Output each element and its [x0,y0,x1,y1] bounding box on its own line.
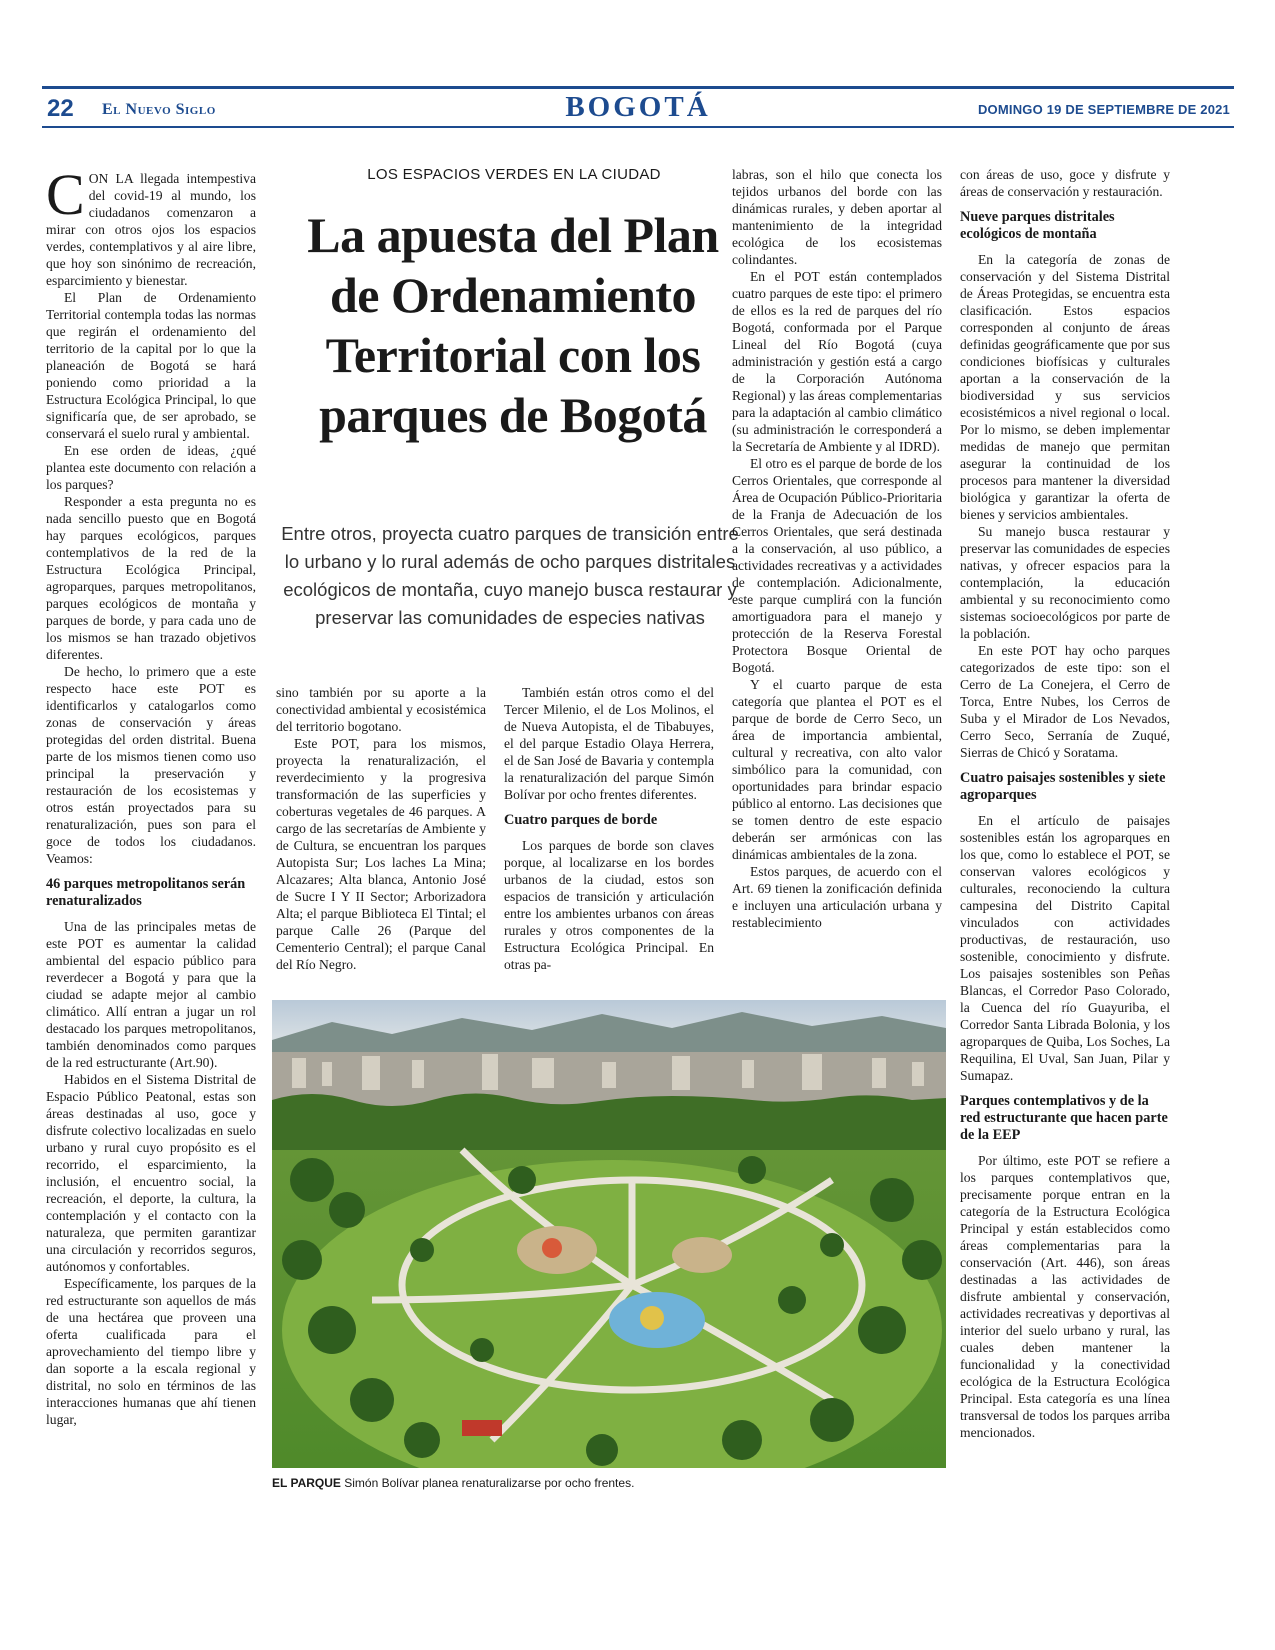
body-paragraph: El Plan de Ordenamiento Territorial contempla todas las normas que regirán el ordenamiento del territorio de la capital por lo que la planeación de Bogotá se hará poniendo como prioridad a la Estructura Ecológica Principal, lo que significaría que, de ser aprobado, se conservará el suelo rural y ambiental. [46,290,256,441]
body-paragraph: Específicamente, los parques de la red estructurante son aquellos de más de una hectárea que proveen una oferta cualificada para el aprovechamiento del tiempo libre y dan soporte a la escala regional y distrital, no solo en términos de las interacciones humanas que ahí tienen lugar, [46,1276,256,1427]
subheading: Cuatro paisajes sostenibles y siete agroparques [960,770,1166,803]
body-paragraph: En el artículo de paisajes sostenibles están los agroparques en los que, como lo establece el POT, se conservan valores ecológicos y culturales, reconociendo la cultura campesina del Distrito Capital vinculados con actividades productivas, de restauración, uso sostenible, conocimiento y disfrute. Los paisajes sostenibles son Peñas Blancas, el Corredor Paso Colorado, la Cuenca del río Guayuriba, el Corredor Santa Librada Bolonia, y los agroparques de Quiba, Los Soches, La Requilina, El Uval, San Juan, Pilar y Sumapaz. [960,813,1170,1083]
page-header [42,86,1234,128]
body-paragraph: De hecho, lo primero que a este respecto hace este POT es identificarlos y catalogarlos como zonas de conservación y áreas protegidas del orden distrital. Buena parte de los mismos tienen como uso principal la preservación y restauración de los ecosistemas y otros están proyectados para su renaturalización, pues son para el goce de todos los ciudadanos. Veamos: [46,664,256,866]
body-paragraph: sino también por su aporte a la conectividad ambiental y ecosistémica del territorio bogotano. [276,685,486,734]
body-paragraph: En ese orden de ideas, ¿qué plantea este documento con relación a los parques? [46,443,256,492]
body-paragraph: El otro es el parque de borde de los Cerros Orientales, que corresponde al Área de Ocupación Público-Prioritaria de la Franja de Adecuación de los Cerros Orientales, que será destinada a la conservación, al uso público, a actividades recreativas y a actividades de contemplación. Adicionalmente, este parque cumplirá con la función amortiguadora para el manejo y protección de la Reserva Forestal Protectora Bosque Oriental de Bogotá. [732,456,942,675]
publication-name: El Nuevo Siglo [102,101,216,118]
body-paragraph: En el POT están contemplados cuatro parques de este tipo: el primero de ellos es la red de parques del río Bogotá, conformada por el Parque Lineal del Río Bogotá (cuya administración y gestión está a cargo de la Corporación Autónoma Regional) y las áreas complementarias para la adaptación al cambio climático (su administración le corresponderá a la Secretaría de Ambiente y al IDRD). [732,269,942,454]
body-paragraph: También están otros como el del Tercer Milenio, el de Los Molinos, el de Nueva Autopista, el de Tibabuyes, el del parque Estadio Olaya Herrera, el de San José de Bavaria y contempla la renaturalización del parque Simón Bolívar por ocho frentes diferentes. [504,685,714,802]
lead-paragraph: CON LA llegada intempestiva del covid-19 al mundo, los ciudadanos comenzaron a mirar con otros ojos los espacios verdes, contemplativos y al aire libre, que hoy son sinónimo de recreación, esparcimiento y bienestar. [46,162,256,288]
body-paragraph: con áreas de uso, goce y disfrute y áreas de conservación y restauración. [960,167,1170,199]
drop-cap: C [46,162,85,227]
caption-lead: EL PARQUE [272,1476,341,1490]
issue-date: DOMINGO 19 DE SEPTIEMBRE DE 2021 [977,102,1230,117]
page-number: 22 [47,95,74,122]
body-paragraph: En este POT hay ocho parques categorizados de este tipo: son el Cerro de La Conejera, el Cerro de Torca, Entre Nubes, los Cerros de Suba y el Mirador de Los Nevados, Cerro Seco, Serranía de Zuqué, Sierras de Chicó y Soratama. [960,643,1170,760]
photo-caption [272,1476,946,1490]
body-paragraph: Este POT, para los mismos, proyecta la renaturalización, el reverdecimiento y la progresiva transformación de las superficies y coberturas vegetales de 46 parques. A cargo de las secretarías de Ambiente y de Cultura, se encuentran los parques Autopista Sur; Los laches La Mina; Alcazares; Alta blanca, Antonio José de Sucre I Y II Sector; Arborizadora Alta; el parque Biblioteca El Tintal; el parque Calle 26 (Parque del Cementerio Central); el parque Canal del Río Negro. [276,736,486,972]
subheading: Nueve parques distritales ecológicos de montaña [960,209,1115,242]
body-paragraph: Habidos en el Sistema Distrital de Espacio Público Peatonal, estas son áreas destinadas al uso, goce y disfrute colectivo localizadas en suelo urbano y rural cuyo propósito es el recorrido, el esparcimiento, la inclusión, el encuentro social, la recreación, el deporte, la cultura, la contemplación y el contacto con la naturaleza, que permiten garantizar una circulación y recorridos seguros, autónomos y confortables. [46,1072,256,1274]
subheading: Cuatro parques de borde [504,812,658,828]
article-kicker: LOS ESPACIOS VERDES EN LA CIUDAD [367,166,661,183]
caption-text: Simón Bolívar planea renaturalizarse por ocho frentes. [340,1476,635,1490]
body-paragraph: Los parques de borde son claves porque, al localizarse en los bordes urbanos de la ciudad, estos son espacios de transición y articulación entre los ambientes urbanos con áreas rurales y otros componentes de la Estructura Ecológica Principal. En otras pa- [504,838,714,972]
body-paragraph: Por último, este POT se refiere a los parques contemplativos que, precisamente porque entran en la categoría de la Estructura Ecológica Principal y están establecidos como áreas complementarias para la conservación (Art. 446), son áreas destinadas a las actividades de disfrute ambiental y conservación, actividades recreativas y deportivas al interior del suelo urbano y rural, las cuales deben mantener la funcionalidad y la conectividad ecológica de la Estructura Ecológica Principal. Esta categoría es una línea transversal de todos los parques arriba mencionados. [960,1153,1170,1440]
section-title: BOGOTÁ [565,91,711,123]
body-paragraph: Estos parques, de acuerdo con el Art. 69 tienen la zonificación definida e incluyen una articulación urbana y restablecimiento [732,864,942,930]
article-column-4 [732,166,942,931]
article-column-3 [504,684,714,973]
subheading: 46 parques metropolitanos serán renaturalizados [46,876,246,909]
body-paragraph: labras, son el hilo que conecta los tejidos urbanos del borde con las dinámicas rurales, y deben aportar al mantenimiento de la integridad ecológica de los ecosistemas colindantes. [732,167,942,267]
subheading: Parques contemplativos y de la red estructurante que hacen parte de la EEP [960,1093,1168,1143]
article-column-1 [46,162,256,1428]
article-column-2 [276,684,486,973]
body-paragraph: Su manejo busca restaurar y preservar las comunidades de especies nativas, y ofrecer espacios para la contemplación, la educación ambiental y su reconocimiento como sistemas socioecológicos por parte de la población. [960,524,1170,641]
article-column-5 [960,166,1170,1441]
park-aerial-photo [272,1000,946,1468]
body-paragraph: En la categoría de zonas de conservación y del Sistema Distrital de Áreas Protegidas, se encuentra esta clasificación. Estos espacios corresponden al conjunto de áreas definidas geográficamente que por sus condiciones biofísicas y culturales aportan a la conservación de la biodiversidad y sus servicios ecosistémicos a nivel regional o local. Por lo mismo, se deben implementar medidas de manejo que permitan asegurar la continuidad de los procesos para mantener la diversidad biológica y garantizar la oferta de bienes y servicios ambientales. [960,252,1170,522]
body-paragraph: Y el cuarto parque de esta categoría que plantea el POT es el parque de borde de Cerro Seco, un área de importancia ambiental, cultural y recreativa, con alto valor simbólico para la comunidad, con oportunidades para brindar espacio público al entorno. Las decisiones que se tomen dentro de este espacio deberán ser armónicas con las dinámicas ambientales de la zona. [732,677,942,862]
body-paragraph: Responder a esta pregunta no es nada sencillo puesto que en Bogotá hay parques ecológicos, parques contemplativos de la red de la Estructura Ecológica Principal, agroparques, parques metropolitanos, parques ecológicos de montaña y parques de borde, y para cada uno de los mismos se han trazado objetivos diferentes. [46,494,256,662]
article-deck: Entre otros, proyecta cuatro parques de transición entre lo urbano y lo rural además de ocho parques distritales ecológicos de montaña, cuyo manejo busca restaurar y preservar las comunidades de especies nativas [281,523,739,628]
body-paragraph: Una de las principales metas de este POT es aumentar la calidad ambiental del espacio público para reverdecer a Bogotá y para que la ciudad se adapte mejor al cambio climático. Allí entran a jugar un rol destacado los parques metropolitanos, también denominados como parques de la red estructurante (Art.90). [46,919,256,1070]
article-headline: La apuesta del Plan de Ordenamiento Territorial con los parques de Bogotá [307,207,719,443]
